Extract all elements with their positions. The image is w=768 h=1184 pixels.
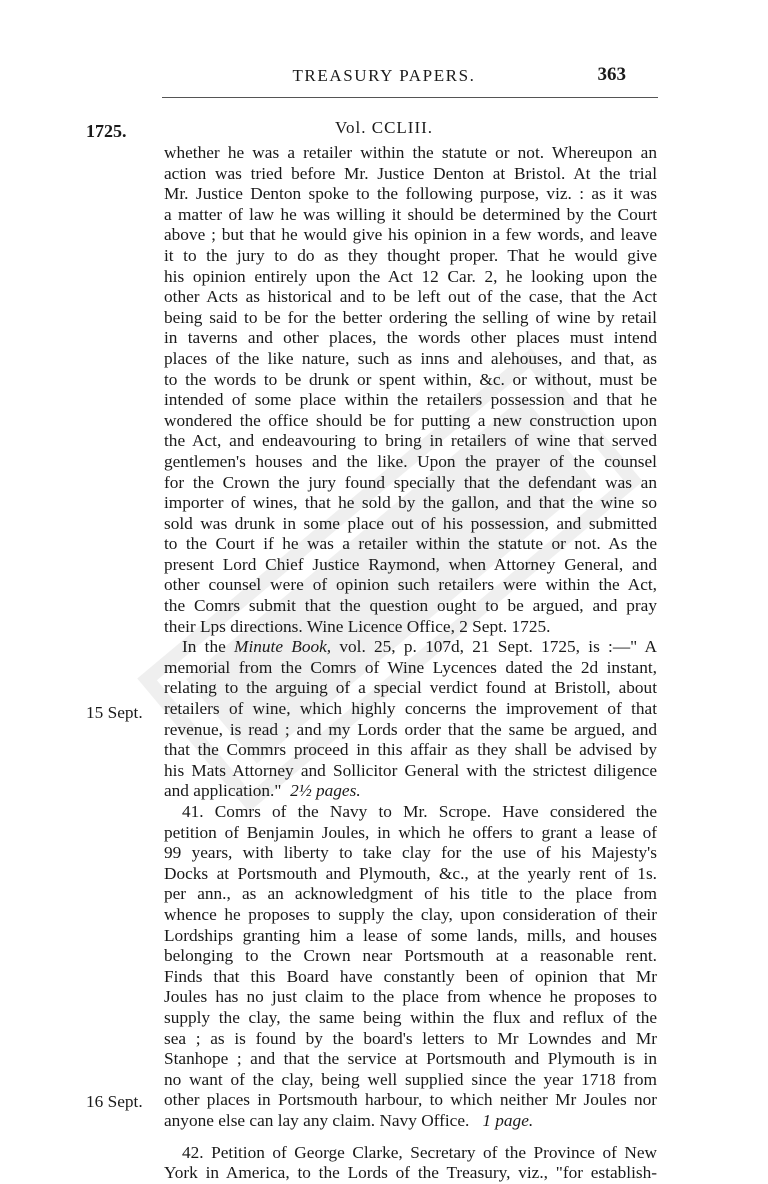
text-line: 99 years, with liberty to take clay for the use of his Majesty's	[164, 843, 657, 863]
text-line: above ; but that he would give his opinion in a few words, and leave	[164, 225, 657, 245]
text-line: their Lps directions. Wine Licence Office, 2 Sept. 1725.	[164, 616, 551, 636]
text-line: belonging to the Crown near Portsmouth at a reasonable rent.	[164, 946, 657, 966]
text-line: whence he proposes to supply the clay, upon consideration of their	[164, 904, 657, 924]
running-title: TREASURY PAPERS.	[292, 66, 476, 85]
entry-42-date: 16 Sept.	[86, 1092, 143, 1111]
text-line: supply the clay, the same being within the flux and reflux of the	[164, 1007, 657, 1027]
text-line: Lordships granting him a lease of some lands, mills, and houses	[164, 925, 657, 945]
text-line: other places in Portsmouth harbour, to which neither Mr Joules nor	[164, 1090, 657, 1110]
text-line	[164, 781, 657, 802]
entry-42	[164, 1143, 657, 1184]
text-line: importer of wines, that he sold by the gallon, and that the wine so	[164, 493, 657, 513]
minute-book-title: Minute Book,	[234, 637, 332, 657]
text-line: Docks at Portsmouth and Plymouth, &c., at the yearly rent of 1s.	[164, 863, 657, 883]
text-line	[164, 1111, 657, 1132]
text-line: his opinion entirely upon the Act 12 Car. 2, he looking upon the	[164, 266, 657, 286]
page-number: 363	[597, 64, 626, 85]
text-line: sold was drunk in some place out of his possession, and submitted	[164, 513, 657, 533]
header-rule	[162, 97, 658, 98]
minute-line-7: and application."	[164, 781, 282, 801]
entry-41	[164, 802, 657, 1132]
text-line: sea ; as is found by the board's letters to Mr Lowndes and Mr	[164, 1028, 657, 1048]
continued-entry	[164, 143, 657, 802]
text-line: intended of some place within the retailers possession and that he	[164, 390, 657, 410]
text-line: per ann., as an acknowledgment of his title to the place from	[164, 884, 657, 904]
text-line: his Mats Attorney and Sollicitor General with the strictest diligence	[164, 760, 657, 780]
year-label: 1725.	[86, 121, 127, 141]
minute-book-line	[164, 637, 657, 658]
volume-heading: Vol. CCLIII.	[334, 118, 434, 137]
text-line: for the Crown the jury found specially that the defendant was an	[164, 472, 657, 492]
text-line: to the Court if he was a retailer within the statute or not. As the	[164, 534, 657, 554]
text-line: revenue, is read ; and my Lords order that the same be argued, and	[164, 719, 657, 739]
text-line: whether he was a retailer within the statute or not. Whereupon an	[164, 143, 657, 162]
running-head	[0, 64, 768, 92]
text-line: Mr. Justice Denton spoke to the following purpose, viz. : as it was	[164, 184, 657, 204]
text-line: Stanhope ; and that the service at Portsmouth and Plymouth is in	[164, 1049, 657, 1069]
minute-intro: In the	[182, 637, 226, 657]
text-line: to the words to be drunk or spent within, &c. or without, must be	[164, 369, 657, 389]
entry-41-closing: anyone else can lay any claim. Navy Office.	[164, 1110, 470, 1130]
text-line: relating to the arguing of a special verdict found at Bristoll, about	[164, 678, 657, 698]
text-line: petition of Benjamin Joules, in which he offers to grant a lease of	[164, 822, 657, 842]
text-line: action was tried before Mr. Justice Denton at Bristol. At the trial	[164, 163, 657, 183]
text-line: wondered the office should be for putting a new construction upon	[164, 410, 657, 430]
text-line: 41. Comrs of the Navy to Mr. Scrope. Have considered the	[182, 802, 657, 821]
text-line: other Acts as historical and to be left out of the case, that the Act	[164, 287, 657, 307]
text-line: retailers of wine, which highly concerns the improvement of that	[164, 699, 657, 719]
text-line: in taverns and other places, the words other places must intend	[164, 328, 657, 348]
page-count: 2½ pages.	[290, 781, 361, 801]
text-line: it to the jury to do as they thought proper. That he would give	[164, 245, 657, 265]
text-line: being said to be for the better ordering the selling of wine by retail	[164, 307, 657, 327]
text-line: other counsel were of opinion such retailers were within the Act,	[164, 575, 657, 595]
text-line: the Comrs submit that the question ought to be argued, and pray	[164, 596, 657, 616]
text-line: the Act, and endeavouring to bring in retailers of wine that served	[164, 431, 657, 451]
text-line: Joules has no just claim to the place from whence he proposes to	[164, 987, 657, 1007]
text-line: a matter of law he was willing it should be determined by the Court	[164, 204, 657, 224]
text-line: no want of the clay, being well supplied since the year 1718 from	[164, 1069, 657, 1089]
text-line: that the Commrs proceed in this affair as they shall be advised by	[164, 740, 657, 760]
text-line: places of the like nature, such as inns and alehouses, and that, as	[164, 348, 657, 368]
text-line: Finds that this Board have constantly been of opinion that Mr	[164, 966, 657, 986]
text-line: gentlemen's houses and the like. Upon the prayer of the counsel	[164, 451, 657, 471]
page-count: 1 page.	[482, 1110, 534, 1130]
minute-line-0: vol. 25, p. 107d, 21 Sept. 1725, is :—" A	[339, 637, 657, 657]
text-line: present Lord Chief Justice Raymond, when Attorney General, and	[164, 554, 657, 574]
entry-41-date: 15 Sept.	[86, 703, 143, 722]
text-line: memorial from the Comrs of Wine Lycences dated the 2d instant,	[164, 657, 657, 677]
text-line: 42. Petition of George Clarke, Secretary of the Province of New	[182, 1142, 657, 1162]
text-line: York in America, to the Lords of the Treasury, viz., "for establish-	[164, 1163, 657, 1183]
body-text	[164, 143, 657, 1184]
